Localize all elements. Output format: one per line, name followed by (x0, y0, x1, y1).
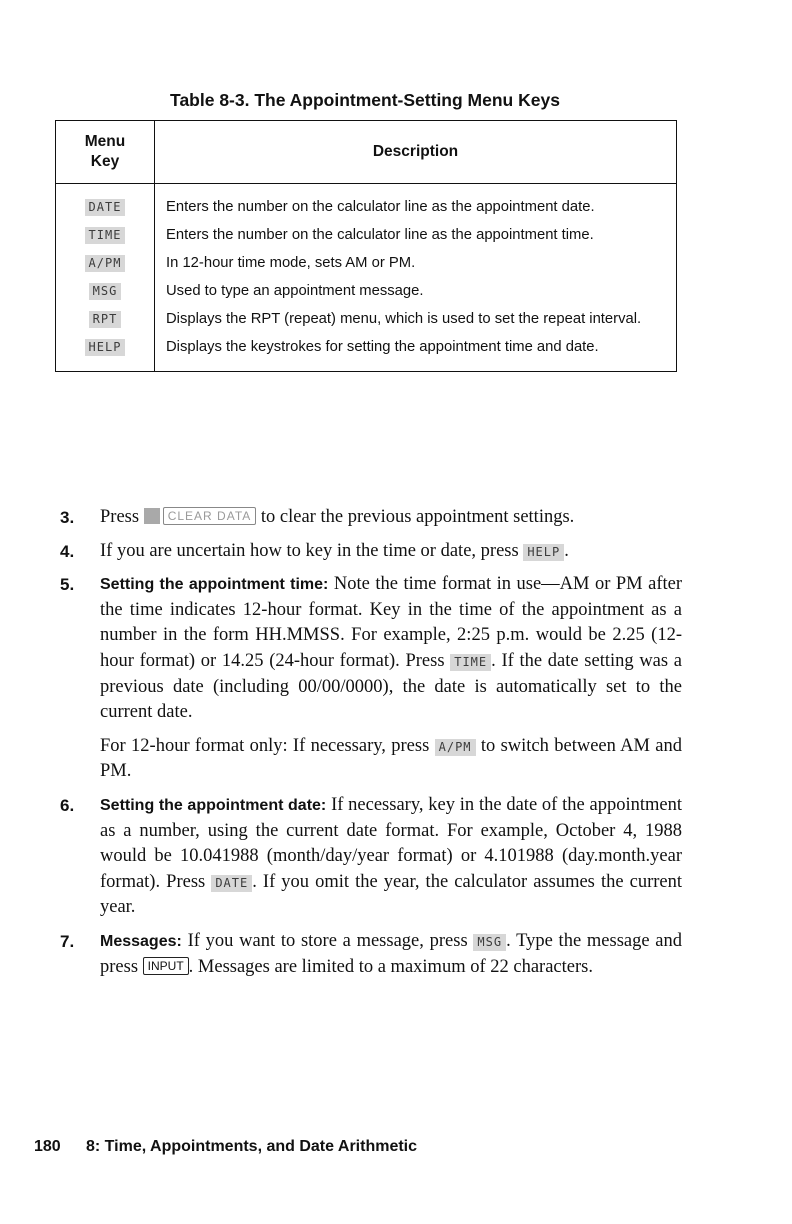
step-6: 6. Setting the appointment date: If necessary, key in the date of the appointment as a number, using the current date format. For example, October 4, 1988 would be 10.041988 (month/day/year format) or 4.101988 (day.month.year format). Press DATE . If you omit the year, the calculator assumes the current year. (60, 793, 682, 921)
step-number: 7. (60, 931, 75, 951)
ampm-softkey: A/PM (85, 255, 126, 272)
row-description: Enters the number on the calculator line as the appointment time. (166, 227, 594, 243)
table-row (56, 275, 677, 303)
menu-keys-table (55, 120, 677, 372)
table-row (56, 247, 677, 275)
date-softkey: DATE (211, 875, 252, 892)
row-description: Displays the keystrokes for setting the appointment time and date. (166, 339, 599, 355)
table-row (56, 219, 677, 247)
page-number: 180 (34, 1138, 61, 1155)
step-number: 4. (60, 541, 75, 561)
date-softkey: DATE (85, 199, 126, 216)
step-number: 5. (60, 575, 75, 595)
step-number: 6. (60, 795, 75, 815)
page-footer (34, 1138, 417, 1156)
rpt-softkey: RPT (89, 311, 122, 328)
row-description: Used to type an appointment message. (166, 283, 424, 299)
row-description: Displays the RPT (repeat) menu, which is used to set the repeat interval. (166, 311, 642, 327)
procedure-steps (60, 505, 682, 988)
step-lead: Setting the appointment time: (100, 576, 329, 594)
row-description: In 12-hour time mode, sets AM or PM. (166, 255, 416, 271)
msg-softkey: MSG (89, 283, 122, 300)
table-row (56, 331, 677, 372)
chapter-title: 8: Time, Appointments, and Date Arithmetic (86, 1138, 418, 1155)
table-row (56, 184, 677, 220)
ampm-softkey: A/PM (435, 739, 476, 756)
header-menu-key-text: Menu Key (84, 133, 126, 170)
table-row (56, 303, 677, 331)
row-description: Enters the number on the calculator line as the appointment date. (166, 199, 595, 215)
step-7: 7. Messages: If you want to store a message, press MSG . Type the message and press INPUT . Messages are limited to a maximum of 22 characters. (60, 929, 682, 980)
shift-key-icon (144, 508, 160, 524)
time-softkey: TIME (85, 227, 126, 244)
step-lead: Messages: (100, 932, 182, 950)
header-menu-key (56, 121, 155, 184)
table-header-row (56, 121, 677, 184)
step-lead: Setting the appointment date: (100, 796, 327, 814)
help-softkey: HELP (523, 544, 564, 561)
time-softkey: TIME (450, 654, 491, 671)
table-caption: Table 8-3. The Appointment-Setting Menu Keys (170, 90, 560, 110)
input-key: INPUT (143, 957, 189, 975)
header-description: Description (155, 121, 677, 184)
help-softkey: HELP (85, 339, 126, 356)
msg-softkey: MSG (473, 934, 506, 951)
step-4: 4. If you are uncertain how to key in the time or date, press HELP . (60, 539, 682, 565)
clear-data-key: CLEAR DATA (163, 507, 257, 525)
step-number: 3. (60, 508, 75, 527)
step-3: 3. Press CLEAR DATA to clear the previous appointment settings. (60, 505, 682, 531)
step-5: 5. Setting the appointment time: Note the time format in use—AM or PM after the time indicates 12-hour format. Key in the time of the appointment as a number in the form HH.MMSS. For example, 2:25 p.m. would be 2.25 (12-hour format) or 14.25 (24-hour format). Press TIME . If the date setting was a previous date (including 00/00/0000), the date is automatically set to the current date. For 12-hour format only: If necessary, press A/PM to switch between AM and PM. (60, 572, 682, 785)
